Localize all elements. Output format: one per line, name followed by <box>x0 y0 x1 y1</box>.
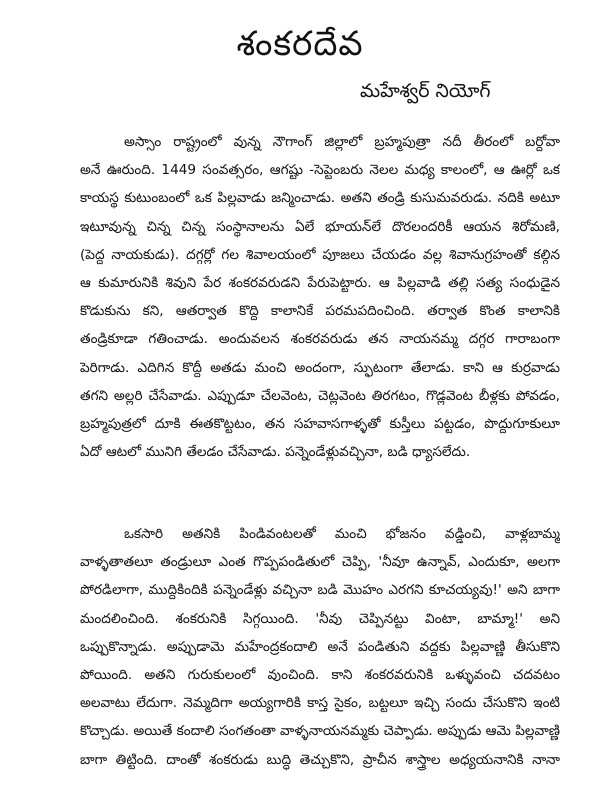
text-line: బ్రహ్మపుత్రలో దూకి ఈతకొట్టటం, తన సహవాసగాళ్ళతో కుస్తీలు పట్టడం, పొద్దుగూకులూ <box>80 415 560 432</box>
text-line: తగని అల్లరి చేసేవాడు. ఎప్పుడూ చేలవెంట, చెట్లవెంట తిరగటం, గొడ్లవెంట బీళ్లకు పోవడం, <box>80 387 560 404</box>
text-line: వాళ్ళతాతలూ తండ్రులూ ఎంత గొప్పపండితులో చెప్పి, 'నీవూ ఉన్నావ్, ఎందుకూ, అలగా <box>80 554 560 571</box>
text-line: కాయస్థ కుటుంబంలో ఒక పిల్లవాడు జన్మించాడు. అతని తండ్రి కుసుమవరుడు. నదికి అటూ <box>80 190 560 207</box>
text-line: కొడుకును కని, ఆతర్వాత కొద్ది కాలానికే పరమపదించింది. తర్వాత కొంత కాలానికి <box>80 303 560 320</box>
text-line: ఏదో ఆటలో మునిగి తేలడం చేసేవాడు. పన్నెండేళ్లువచ్చినా, బడి ధ్యాసలేదు. <box>80 444 471 461</box>
text-line: ఇటూవున్న చిన్న చిన్న సంస్థానాలను ఏలే భూయన్‌లే దొరలందరికీ ఆయన శిరోమణి, <box>80 218 560 235</box>
text-line: పెరిగాడు. ఎదిగిన కొద్దీ అతడు మంచి అందంగా, స్ఫుటంగా తేలాడు. కాని ఆ కుర్రవాడు <box>80 359 560 376</box>
text-line: పోరడిలాగా, ముద్దికిందికి పన్నెండేళ్లు వచ్చినా బడి మొహం ఎరగని కూచయ్యవు!' అని బాగా <box>80 582 560 599</box>
page-title: శంకరదేవ <box>236 24 364 64</box>
text-line: ఆ కుమారునికి శివుని పేర శంకరవరుడని పేరుపెట్టారు. ఆ పిల్లవాడి తల్లి సత్య సంధుడైన <box>80 274 560 291</box>
text-line: పోయింది. అతని గురుకులంలో వుంచింది. కాని శంకరవరునికి ఒళ్ళువంచి చదవటం <box>80 666 560 683</box>
text-line: కొచ్చాడు. అయితే కందాలి సంగతంతా వాళ్ళనాయనమ్మకు చెప్పాడు. అప్పుడు ఆమె పిల్లవాణ్ణి <box>80 723 560 740</box>
text-line: (పెద్ద నాయకుడు). దగ్గర్లో గల శివాలయంలో పూజలు చేయడం వల్ల శివానుగ్రహంతో కల్గిన <box>80 246 560 263</box>
text-line: అలవాటు లేదుగా. నెమ్మదిగా అయ్యగారికి కాస్త సైకం, బట్టలూ ఇచ్చి సందు చేసుకొని ఇంటి <box>80 695 560 712</box>
paragraph-1 <box>80 128 560 466</box>
text-line: మందలించింది. శంకరునికి సిగ్గయింది. 'నీవు చెప్పినట్టు వింటా, బామ్మా!' అని <box>80 610 560 627</box>
text-line: తండ్రికూడా గతించాడు. అందువలన శంకరవరుడు తన నాయనమ్మ దగ్గర గారాబంగా <box>80 331 560 348</box>
paragraph-2 <box>80 520 560 774</box>
text-line: ఒప్పుకొన్నాడు. అప్పుడామె మహేంద్రకందాలి అనే పండితుని వద్దకు పిల్లవాణ్ణి తీసుకొని <box>80 638 560 655</box>
text-line: అనే ఊరుంది. 1449 సంవత్సరం, ఆగష్టు -సెప్టెంబరు నెలల మధ్య కాలంలో, ఆ ఊర్లో ఒక <box>80 162 560 179</box>
text-line: అస్సాం రాష్ట్రంలో వున్న నౌగాంగ్ జిల్లాలో బ్రహ్మపుత్రా నదీ తీరంలో బర్దోవా <box>124 134 560 150</box>
text-line: ఒకసారి అతనికి పిండివంటలతో మంచి భోజనం వడ్డించి, వాళ్లబామ్మ <box>124 526 560 542</box>
text-line: బాగా తిట్టింది. దాంతో శంకరుడు బుద్ధి తెచ్చుకొని, ప్రాచీన శాస్త్రాల అధ్యయనానికి నానా <box>80 751 560 768</box>
author-name: మహేశ్వర్ నియోగ్ <box>360 80 491 102</box>
